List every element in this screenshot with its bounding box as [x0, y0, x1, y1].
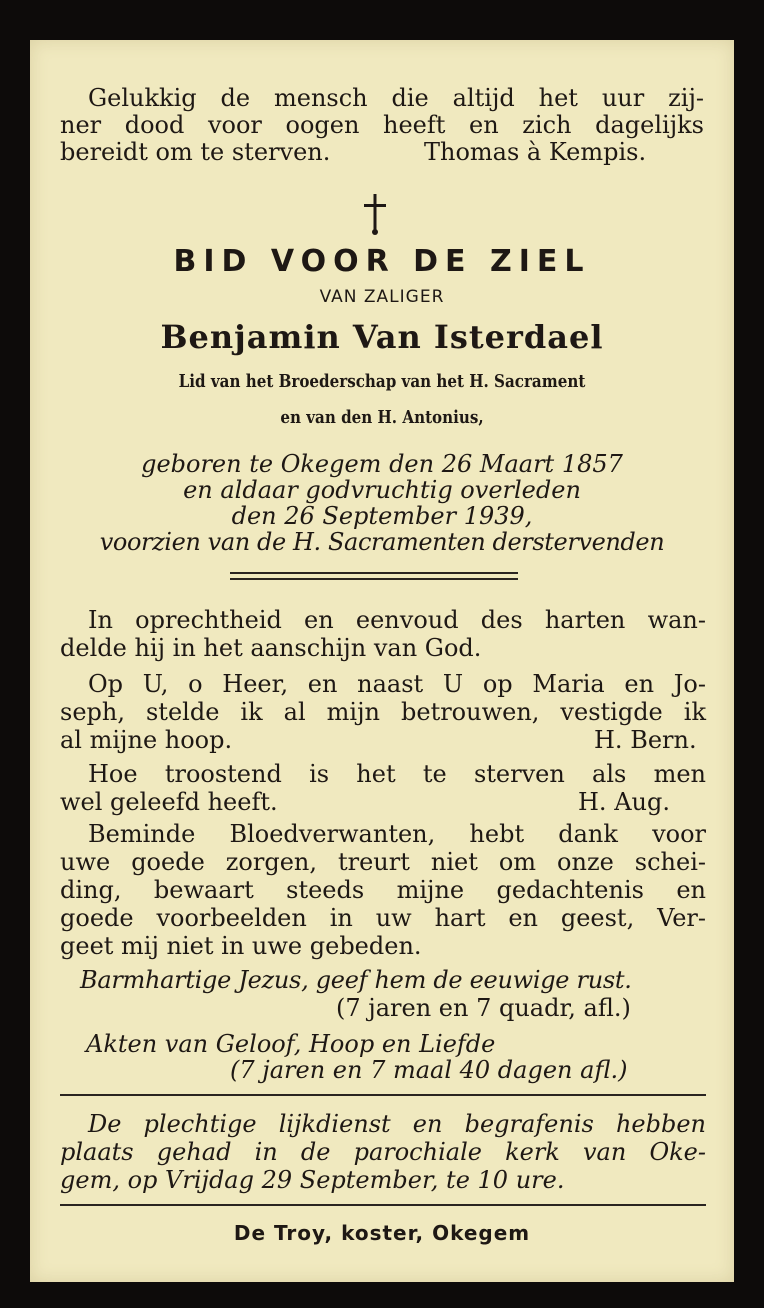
body-line: In oprechtheid en eenvoud des harten wan-: [88, 606, 706, 634]
body-attribution: H. Aug.: [578, 788, 670, 816]
birth-line: geboren te Okegem den 26 Maart 1857: [141, 450, 623, 478]
indulgence-line: (7 jaren en 7 quadr, afl.): [336, 994, 631, 1022]
funeral-line: gem, op Vrijdag 29 September, te 10 ure.: [60, 1166, 565, 1194]
divider-printer: [60, 1204, 706, 1206]
epigraph-line: bereidt om te sterven.: [60, 138, 331, 166]
body-line: wel geleefd heeft.: [60, 788, 278, 816]
body-line: al mijne hoop.: [60, 726, 233, 754]
prayer-line: Barmhartige Jezus, geef hem de eeuwige rust.: [80, 966, 632, 994]
epigraph-attribution: Thomas à Kempis.: [424, 138, 647, 166]
memorial-card: [30, 40, 734, 1282]
divider-bottom: [230, 578, 518, 580]
divider-top: [230, 572, 518, 574]
death-date-line: den 26 September 1939,: [231, 502, 533, 530]
body-line: Op U, o Heer, en naast U op Maria en Jo-: [88, 670, 706, 698]
membership-line: en van den H. Antonius,: [280, 407, 484, 428]
body-line: uwe goede zorgen, treurt niet om onze schei-: [60, 848, 706, 876]
sacraments-line: voorzien van de H. Sacramenten derstervenden: [99, 528, 665, 556]
divider-funeral: [60, 1094, 706, 1096]
printer-imprint: De Troy, koster, Okegem: [233, 1221, 531, 1245]
death-line: en aldaar godvruchtig overleden: [183, 476, 581, 504]
indulgence-line: (7 jaren en 7 maal 40 dagen afl.): [230, 1056, 628, 1084]
funeral-line: De plechtige lijkdienst en begrafenis hebben: [88, 1110, 706, 1138]
body-line: geet mij niet in uwe gebeden.: [60, 932, 422, 960]
body-line: ding, bewaart steeds mijne gedachtenis en: [60, 876, 706, 904]
funeral-line: plaats gehad in de parochiale kerk van Oke-: [60, 1138, 706, 1166]
card-title: BID VOOR DE ZIEL: [173, 244, 591, 279]
deceased-name: Benjamin Van Isterdael: [160, 318, 604, 356]
body-line: Hoe troostend is het te sterven als men: [88, 760, 706, 788]
body-line: delde hij in het aanschijn van God.: [60, 634, 482, 662]
van-zaliger-label: VAN ZALIGER: [319, 287, 445, 307]
prayer-line: Akten van Geloof, Hoop en Liefde: [86, 1030, 496, 1058]
body-line: Beminde Bloedverwanten, hebt dank voor: [88, 820, 706, 848]
epigraph-line: Gelukkig de mensch die altijd het uur zij-: [88, 84, 704, 112]
body-attribution: H. Bern.: [594, 726, 697, 754]
body-line: goede voorbeelden in uw hart en geest, Ver-: [60, 904, 706, 932]
membership-line: Lid van het Broederschap van het H. Sacrament: [178, 371, 586, 392]
epigraph-line: ner dood voor oogen heeft en zich dagelijks: [60, 111, 704, 139]
cross-icon: [360, 192, 390, 236]
body-line: seph, stelde ik al mijn betrouwen, vestigde ik: [60, 698, 706, 726]
